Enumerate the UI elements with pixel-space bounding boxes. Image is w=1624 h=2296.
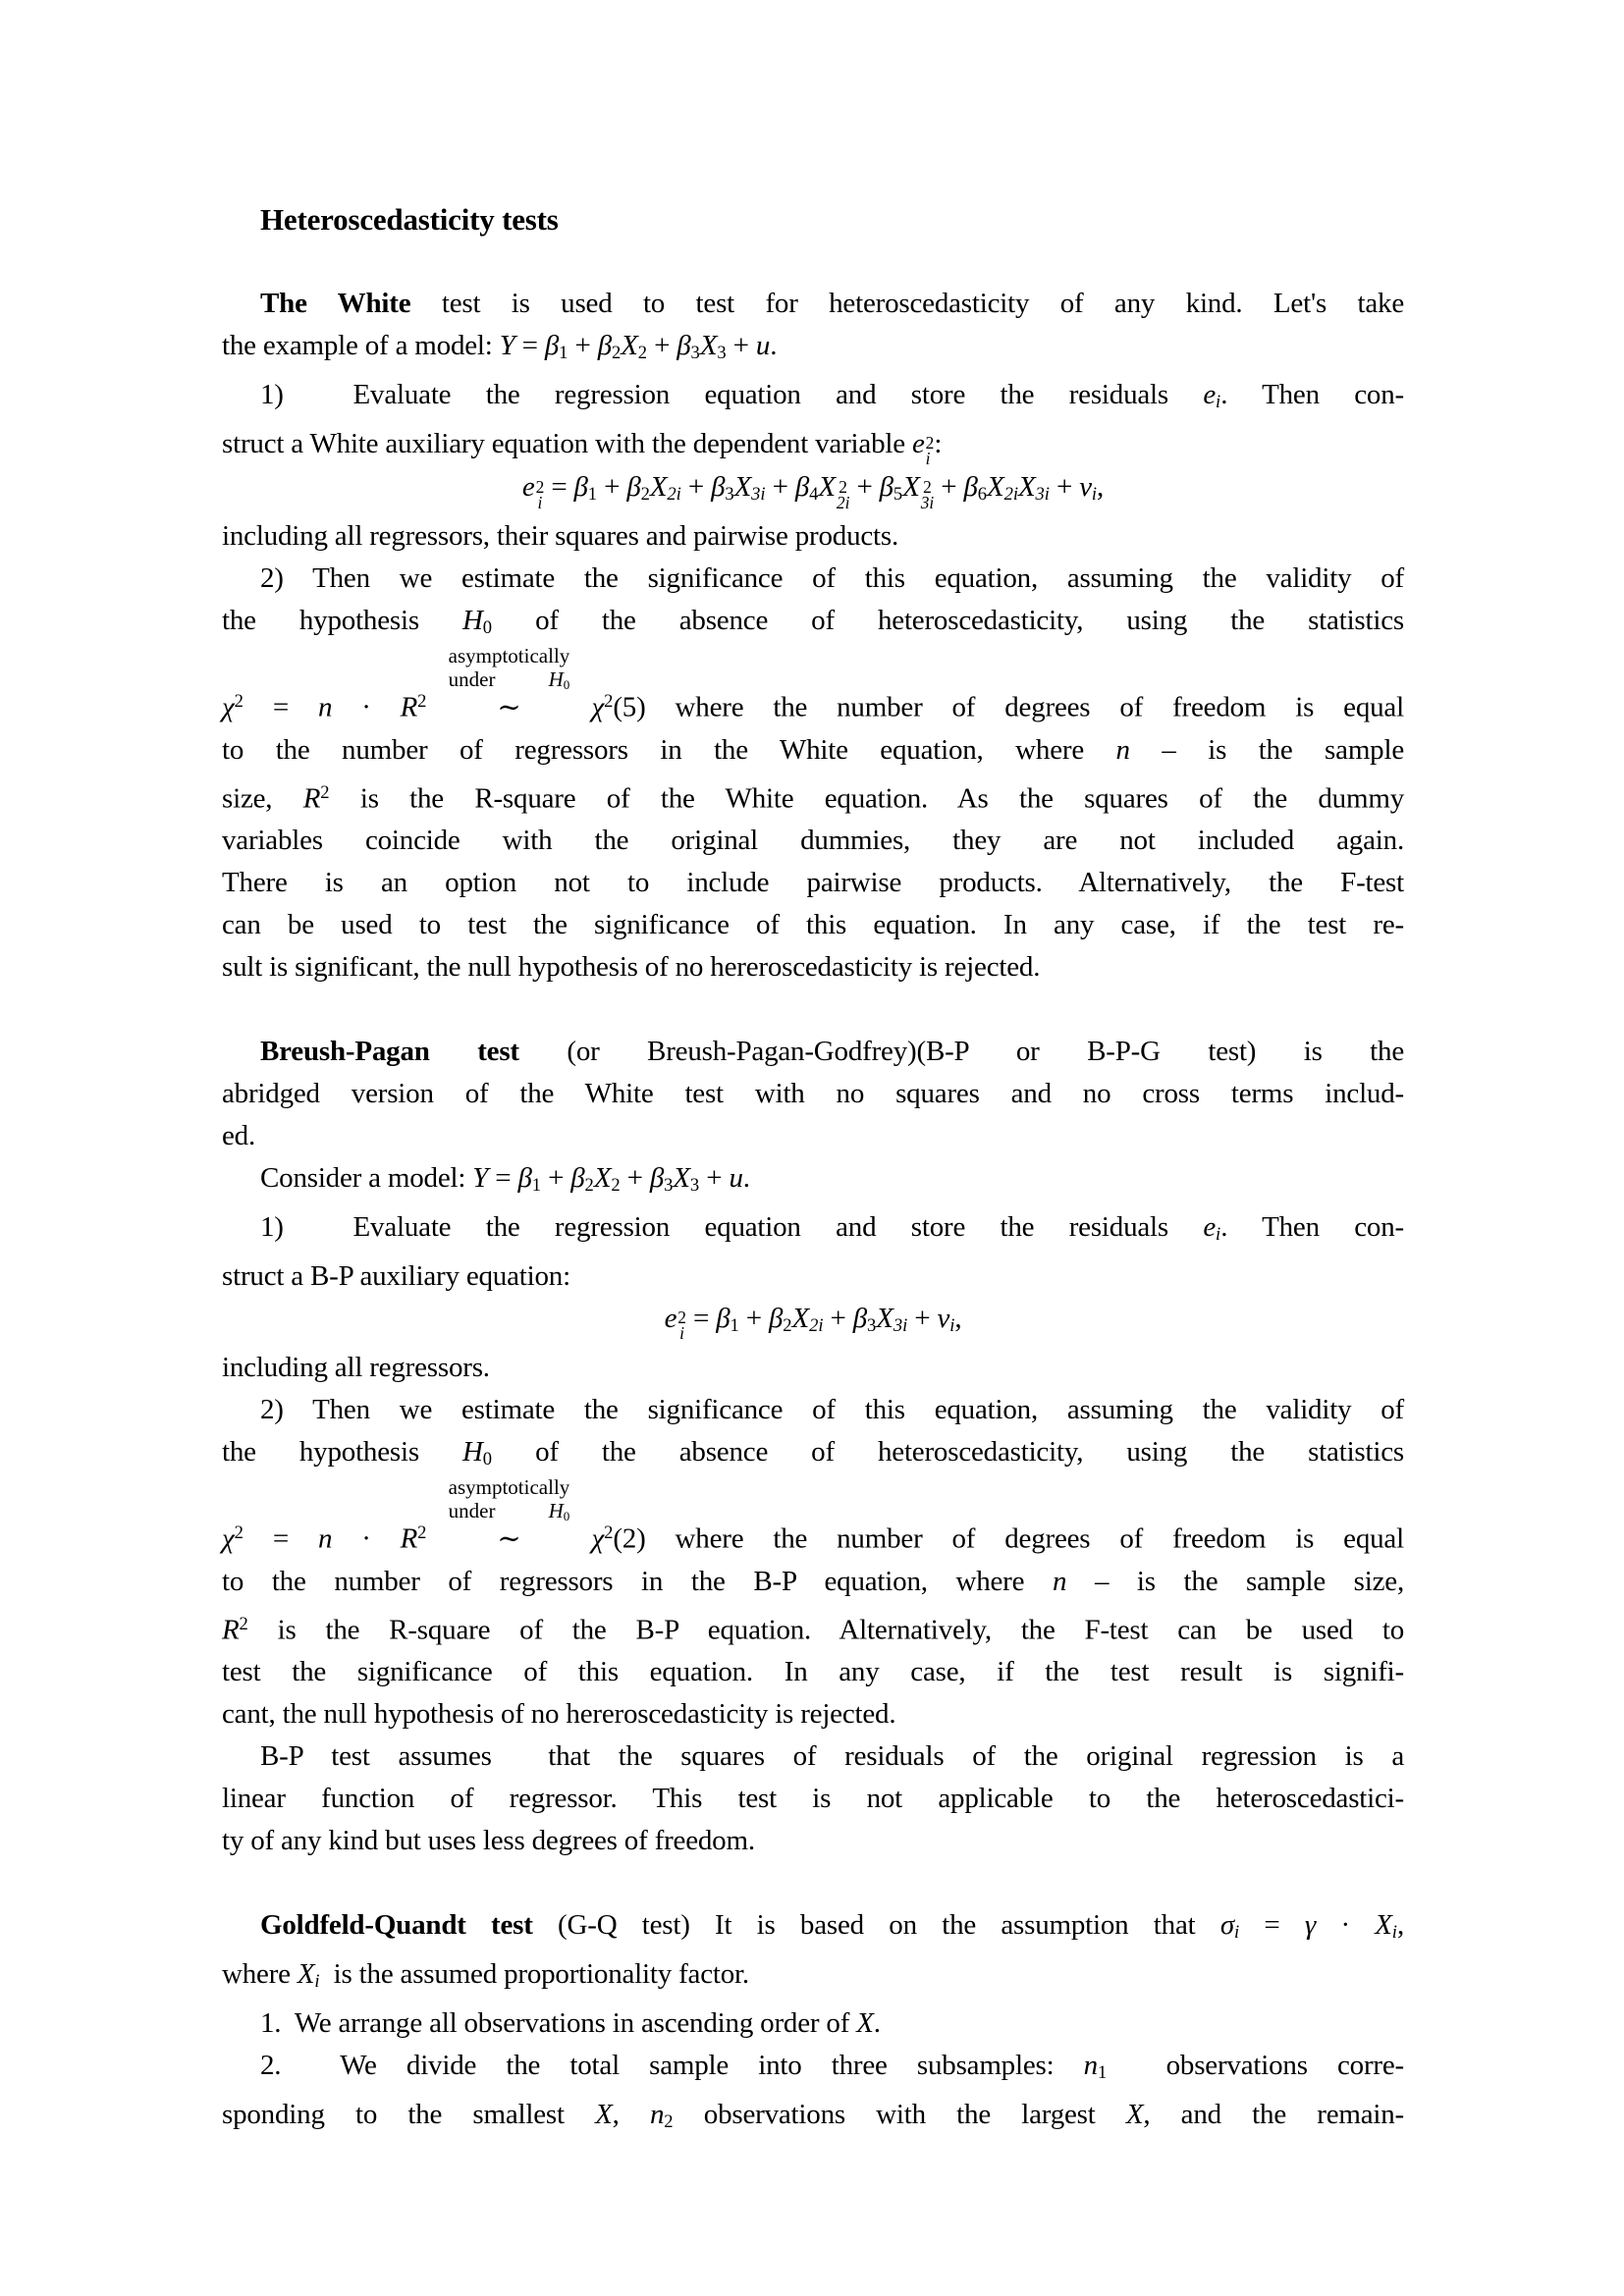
- text-run: the hypothesis: [222, 1436, 462, 1468]
- text-line: [222, 325, 1404, 374]
- text-run: Consider a model:: [260, 1162, 473, 1195]
- formula-line: [222, 643, 1404, 728]
- text-run: The White: [260, 288, 411, 319]
- text-line: [222, 1693, 1404, 1735]
- text-run: χ: [222, 691, 235, 723]
- text-run: 1: [730, 1315, 739, 1337]
- text-run: β: [544, 330, 560, 361]
- text-run: +: [680, 471, 712, 504]
- text-run: n: [1052, 1565, 1067, 1597]
- text-run: 1: [559, 343, 568, 364]
- text-line: [222, 820, 1404, 862]
- asymptotically-under-h0-label: [449, 1475, 570, 1528]
- stacked-sup-sub: 2 i: [925, 433, 935, 469]
- text-run: 1) Evaluate the regression equation and store the residuals: [260, 379, 1204, 411]
- text-run: cant, the null hypothesis of no hereroscedasticity is rejected.: [222, 1697, 896, 1730]
- text-run: R: [400, 1522, 418, 1555]
- text-run: including all regressors.: [222, 1352, 490, 1384]
- text-run: e: [1203, 1211, 1217, 1244]
- text-run: . Then con-: [1220, 379, 1404, 411]
- text-line: [222, 1206, 1404, 1255]
- text-line: [222, 2094, 1404, 2143]
- text-run: e: [664, 1303, 677, 1335]
- text-run: +: [568, 330, 598, 361]
- formula-line: [222, 1474, 1404, 1560]
- text-run: β: [626, 471, 641, 504]
- text-run: +: [699, 1162, 730, 1195]
- text-line: [222, 1115, 1404, 1157]
- text-run: 2i: [1003, 484, 1018, 506]
- text-run: test the significance of this equation. In any case, if the test result is signifi-: [222, 1655, 1404, 1687]
- text-run: H: [461, 1436, 483, 1468]
- text-run: R: [302, 782, 321, 815]
- text-run: (5) where the number of degrees of freedom is equal: [613, 691, 1404, 723]
- text-run: H: [461, 605, 483, 637]
- text-run: β: [716, 1303, 731, 1335]
- text-run: β: [677, 330, 691, 361]
- text-run: β: [573, 471, 588, 504]
- text-run: Breush-Pagan test: [260, 1036, 519, 1068]
- stacked-sup-sub: 2 2i: [836, 476, 850, 512]
- text-run: +: [823, 1303, 853, 1335]
- text-run: β: [963, 471, 978, 504]
- text-run: Y: [499, 330, 515, 361]
- text-run: X: [297, 1957, 315, 1990]
- text-run: size,: [222, 782, 303, 815]
- text-line: [222, 1953, 1404, 2002]
- text-line: [222, 1561, 1404, 1603]
- text-run: 0: [563, 676, 570, 692]
- text-run: 2: [604, 691, 614, 713]
- text-run: β: [711, 471, 726, 504]
- text-run: X: [902, 471, 920, 504]
- text-run: =: [514, 330, 545, 361]
- text-run: =: [685, 1303, 717, 1335]
- text-run: 2: [611, 343, 622, 364]
- text-run: u: [729, 1162, 743, 1195]
- text-run: ,: [954, 1303, 962, 1335]
- text-run: β: [517, 1162, 532, 1195]
- text-run: abridged version of the White test with no squares and no cross terms includ-: [222, 1078, 1404, 1110]
- text-run: 3: [717, 343, 727, 364]
- text-run: X: [593, 1162, 612, 1195]
- text-run: +: [934, 471, 964, 504]
- text-run: 6: [977, 484, 988, 506]
- text-run: i: [314, 1971, 320, 1993]
- text-run: β: [769, 1303, 784, 1335]
- text-line: [222, 862, 1404, 904]
- text-run: 2i: [809, 1315, 824, 1337]
- text-run: i: [1091, 484, 1098, 506]
- text-run: 2: [239, 1613, 248, 1634]
- text-run: i: [1216, 392, 1221, 413]
- text-run: n: [317, 691, 333, 723]
- text-line: [222, 1904, 1404, 1953]
- text-run: 2: [584, 1175, 594, 1197]
- asymptotically-under-h0-label: [449, 644, 570, 697]
- text-run: is the R-square of the B-P equation. Alternatively, the F-test can be used to: [247, 1613, 1404, 1645]
- text-run: 3i: [893, 1315, 908, 1337]
- text-run: +: [597, 471, 627, 504]
- text-run: e: [1203, 379, 1217, 411]
- text-run: 2: [604, 1522, 614, 1544]
- text-run: 1: [587, 484, 598, 506]
- text-run: Y: [472, 1162, 489, 1195]
- blank-line: [222, 240, 1404, 283]
- text-run: variables coincide with the original dummies, they are not included again.: [222, 825, 1404, 857]
- text-run: ,: [1396, 1908, 1404, 1941]
- text-run: under: [448, 667, 549, 691]
- tilde-operator: ∼: [497, 1522, 521, 1555]
- text-run: 3: [725, 484, 734, 506]
- text-run: the hypothesis: [222, 605, 462, 637]
- text-line: [222, 1603, 1404, 1651]
- text-run: 1: [531, 1175, 542, 1197]
- text-run: observations corre-: [1107, 2050, 1404, 2082]
- text-run: +: [907, 1303, 938, 1335]
- text-run: ·: [332, 1522, 401, 1555]
- asymptotic-distribution-operator: [448, 643, 570, 729]
- text-run: .: [770, 330, 778, 361]
- text-run: R: [222, 1613, 240, 1645]
- text-run: ty of any kind but uses less degrees of freedom.: [222, 1824, 755, 1856]
- asymptotic-distribution-operator: [448, 1474, 570, 1561]
- text-run: 3i: [751, 484, 766, 506]
- text-run: X: [856, 2007, 874, 2040]
- text-run: β: [852, 1303, 868, 1335]
- text-run: X: [1125, 2099, 1144, 2131]
- text-run: .: [742, 1162, 750, 1195]
- text-run: +: [765, 471, 795, 504]
- text-run: β: [570, 1162, 585, 1195]
- text-run: can be used to test the significance of this equation. In any case, if the test re-: [222, 909, 1404, 941]
- text-run: including all regressors, their squares and pairwise products.: [222, 520, 899, 553]
- text-run: 3: [690, 343, 700, 364]
- text-run: +: [1049, 471, 1080, 504]
- text-run: =: [243, 1522, 318, 1555]
- text-run: 2: [637, 343, 648, 364]
- text-run: to the number of regressors in the White equation, where: [222, 733, 1116, 766]
- text-line: [222, 423, 1404, 469]
- text-run: i: [949, 1315, 955, 1337]
- text-run: :: [934, 428, 943, 460]
- text-run: to the number of regressors in the B-P equation, where: [222, 1565, 1053, 1597]
- text-run: 2: [320, 781, 330, 803]
- page-content: [222, 198, 1404, 2143]
- text-line: [222, 1255, 1404, 1298]
- text-run: 2) Then we estimate the significance of this equation, assuming the validity of: [260, 562, 1404, 595]
- text-run: 3: [664, 1175, 674, 1197]
- text-line: [222, 1820, 1404, 1862]
- text-run: , and the remain-: [1143, 2099, 1405, 2131]
- text-run: 2: [417, 1522, 427, 1544]
- text-run: is the assumed proportionality factor.: [319, 1957, 749, 1990]
- text-line: [222, 1651, 1404, 1693]
- text-run: X: [621, 330, 638, 361]
- text-line: [222, 729, 1404, 772]
- equation-bp-auxiliary: [222, 1298, 1404, 1347]
- text-run: σ: [1219, 1908, 1234, 1941]
- text-run: X: [818, 471, 836, 504]
- text-run: R: [400, 691, 418, 723]
- text-run: 1) Evaluate the regression equation and store the residuals: [260, 1211, 1204, 1244]
- text-run: (or Breush-Pagan-Godfrey)(B-P or B-P-G test) is the: [518, 1036, 1404, 1068]
- text-line: [222, 1157, 1404, 1206]
- text-run: +: [620, 1162, 650, 1195]
- text-run: e: [911, 428, 925, 460]
- text-run: X: [673, 1162, 690, 1195]
- text-run: =: [1239, 1908, 1305, 1941]
- text-line: [222, 1431, 1404, 1480]
- text-run: X: [733, 471, 752, 504]
- text-run: +: [647, 330, 677, 361]
- text-line: [222, 946, 1404, 988]
- text-run: 2: [783, 1315, 792, 1337]
- text-run: β: [597, 330, 612, 361]
- text-line: [222, 772, 1404, 820]
- text-run: the example of a model:: [222, 330, 500, 361]
- text-run: +: [541, 1162, 571, 1195]
- text-run: (G-Q test) It is based on the assumption that: [532, 1908, 1220, 1941]
- text-run: linear function of regressor. This test is not applicable to the heteroscedastici-: [222, 1782, 1404, 1814]
- text-run: 2. We divide the total sample into three subsamples:: [260, 2050, 1084, 2082]
- text-run: ,: [612, 2099, 650, 2131]
- text-run: – is the sample size,: [1066, 1565, 1404, 1597]
- text-run: X: [876, 1303, 893, 1335]
- text-run: 2i: [667, 484, 681, 506]
- text-run: n: [1115, 733, 1130, 766]
- text-run: χ: [222, 1522, 235, 1555]
- text-run: struct a B-P auxiliary equation:: [222, 1260, 570, 1293]
- text-run: i: [1233, 1921, 1240, 1943]
- text-line: [222, 904, 1404, 946]
- text-run: where: [222, 1957, 298, 1990]
- text-run: 3i: [1035, 484, 1050, 506]
- text-run: Goldfeld-Quandt test: [260, 1908, 533, 1941]
- text-run: 0: [482, 617, 493, 639]
- page-title: [222, 198, 1404, 240]
- text-run: X: [1018, 471, 1036, 504]
- text-run: β: [879, 471, 893, 504]
- text-run: v: [1079, 471, 1092, 504]
- text-run: 0: [563, 1508, 570, 1523]
- text-run: 2) Then we estimate the significance of this equation, assuming the validity of: [260, 1394, 1404, 1426]
- text-line: [222, 515, 1404, 558]
- text-run: sponding to the smallest: [222, 2099, 596, 2131]
- text-run: is the R-square of the White equation. As the squares of the dummy: [329, 782, 1404, 815]
- text-run: – is the sample: [1129, 733, 1405, 766]
- text-run: .: [873, 2007, 881, 2040]
- text-line: [222, 283, 1404, 325]
- text-run: . Then con-: [1220, 1211, 1404, 1244]
- text-run: 2: [417, 691, 427, 713]
- equation-white-auxiliary: [222, 466, 1404, 515]
- text-run: under: [448, 1498, 549, 1522]
- text-run: χ: [591, 1522, 605, 1555]
- text-run: i: [1391, 1921, 1397, 1943]
- text-run: 3: [867, 1315, 877, 1337]
- blank-line: [222, 1862, 1404, 1904]
- text-run: 3: [689, 1175, 700, 1197]
- stacked-sup-sub: 2 i: [677, 1308, 686, 1344]
- text-run: +: [738, 1303, 770, 1335]
- text-run: 2: [640, 484, 650, 506]
- text-run: 1: [1097, 2062, 1108, 2084]
- text-run: β: [794, 471, 810, 504]
- blank-line: [222, 988, 1404, 1031]
- text-line: [222, 2002, 1404, 2045]
- stacked-sup-sub: 2 3i: [920, 476, 935, 512]
- text-run: 1. We arrange all observations in ascending order of: [260, 2007, 857, 2040]
- text-run: n: [1083, 2050, 1098, 2082]
- text-run: i: [1216, 1224, 1221, 1246]
- text-run: 2: [234, 1522, 244, 1544]
- text-run: X: [987, 471, 1004, 504]
- text-run: n: [649, 2099, 665, 2131]
- text-run: n: [317, 1522, 333, 1555]
- text-run: ·: [1316, 1908, 1376, 1941]
- text-run: asymptotically: [448, 1474, 570, 1499]
- text-run: =: [544, 471, 574, 504]
- text-run: 4: [809, 484, 819, 506]
- text-line: [222, 1347, 1404, 1389]
- text-run: β: [649, 1162, 665, 1195]
- text-run: X: [595, 2099, 613, 2131]
- text-run: sult is significant, the null hypothesis of no hereroscedasticity is rejected.: [222, 951, 1041, 984]
- text-run: asymptotically: [448, 643, 570, 667]
- text-run: of the absence of heteroscedasticity, using the statistics: [492, 1436, 1404, 1468]
- text-run: γ: [1304, 1908, 1317, 1941]
- text-run: u: [755, 330, 771, 361]
- text-run: H: [548, 667, 564, 691]
- text-run: struct a White auxiliary equation with the dependent variable: [222, 428, 912, 460]
- text-line: [222, 1031, 1404, 1073]
- text-run: test is used to test for heteroscedasticity of any kind. Let's take: [410, 288, 1404, 319]
- text-run: χ: [591, 691, 605, 723]
- text-run: 2: [664, 2111, 674, 2133]
- text-line: [222, 1389, 1404, 1431]
- tilde-operator: ∼: [497, 691, 521, 723]
- text-run: (2) where the number of degrees of freedom is equal: [613, 1522, 1404, 1555]
- text-run: observations with the largest: [673, 2099, 1126, 2131]
- text-run: +: [849, 471, 880, 504]
- text-run: X: [649, 471, 668, 504]
- text-run: ,: [1097, 471, 1105, 504]
- text-line: [222, 374, 1404, 423]
- text-run: 0: [482, 1449, 493, 1470]
- text-run: X: [791, 1303, 810, 1335]
- text-run: ed.: [222, 1120, 256, 1152]
- text-run: =: [488, 1162, 518, 1195]
- text-line: [222, 1778, 1404, 1820]
- text-run: v: [937, 1303, 950, 1335]
- text-run: of the absence of heteroscedasticity, using the statistics: [492, 605, 1404, 637]
- text-run: 5: [893, 484, 903, 506]
- text-line: [222, 1073, 1404, 1115]
- text-line: [222, 558, 1404, 600]
- text-line: [222, 1735, 1404, 1778]
- text-line: [222, 2045, 1404, 2094]
- text-run: B-P test assumes that the squares of residuals of the original regression is a: [260, 1739, 1404, 1772]
- text-line: [222, 600, 1404, 649]
- text-run: H: [548, 1498, 564, 1522]
- text-run: There is an option not to include pairwise products. Alternatively, the F-test: [222, 867, 1404, 899]
- text-run: 2: [611, 1175, 621, 1197]
- text-run: ·: [332, 691, 401, 723]
- text-run: Heteroscedasticity tests: [260, 202, 559, 237]
- text-run: +: [726, 330, 756, 361]
- stacked-sup-sub: 2 i: [535, 476, 545, 512]
- text-run: X: [1375, 1908, 1392, 1941]
- text-run: 2: [234, 691, 244, 713]
- text-run: e: [521, 471, 535, 504]
- text-run: X: [699, 330, 718, 361]
- text-run: =: [243, 691, 318, 723]
